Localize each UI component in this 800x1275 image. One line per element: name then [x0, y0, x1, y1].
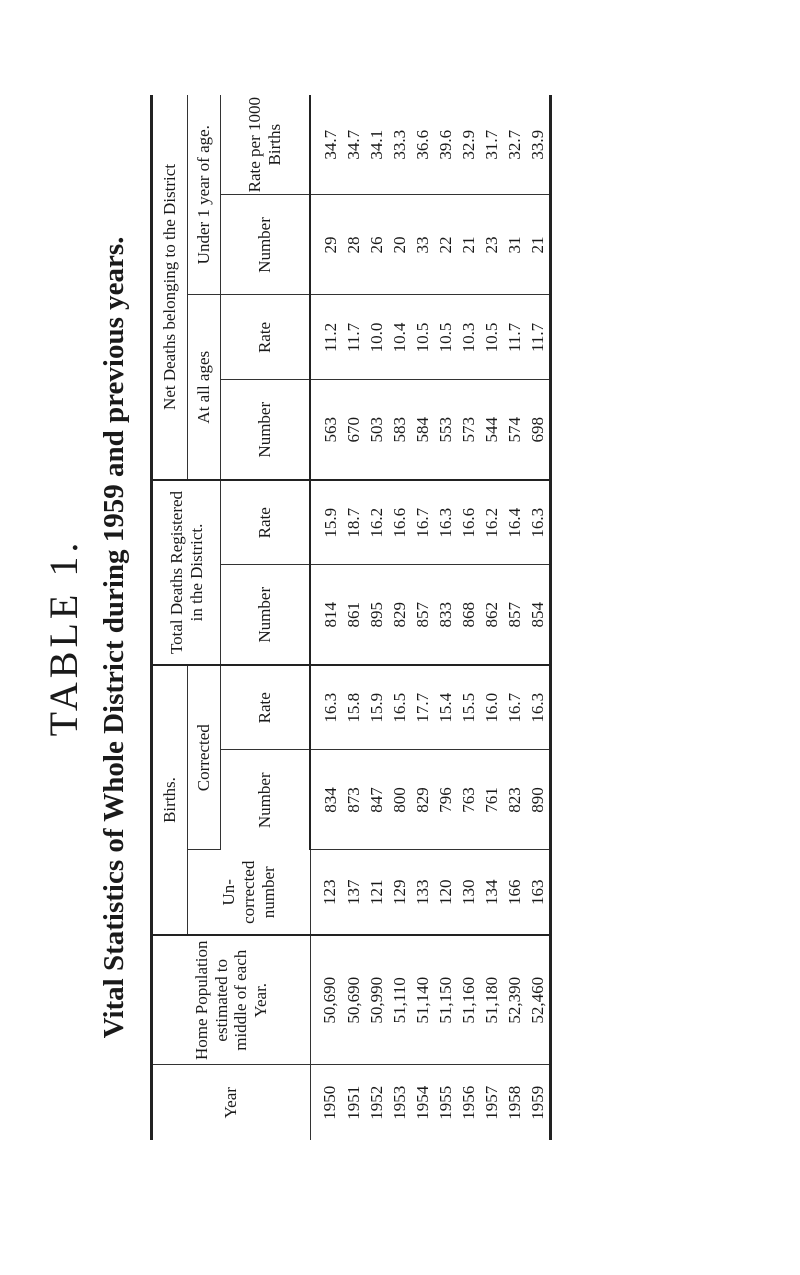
cell-total-deaths-rate: 16.4: [503, 480, 526, 565]
table-row: [434, 95, 457, 1140]
header-corrected: Corrected: [188, 665, 221, 850]
cell-infant-death-rate: 33.3: [388, 95, 411, 195]
cell-births-number: 796: [434, 750, 457, 850]
cell-infant-death-rate: 34.7: [342, 95, 365, 195]
cell-total-deaths-rate: 16.3: [526, 480, 551, 565]
cell-total-deaths-rate: 16.6: [457, 480, 480, 565]
cell-births-number: 890: [526, 750, 551, 850]
cell-net-deaths-rate: 10.3: [457, 295, 480, 380]
table-row: [480, 95, 503, 1140]
header-under-1-year: Under 1 year of age.: [188, 95, 221, 295]
table-body: [310, 95, 551, 1140]
cell-total-deaths-rate: 16.2: [365, 480, 388, 565]
cell-total-deaths-rate: 18.7: [342, 480, 365, 565]
cell-population: 52,390: [503, 935, 526, 1065]
cell-total-deaths-rate: 16.3: [434, 480, 457, 565]
cell-infant-deaths-number: 20: [388, 195, 411, 295]
cell-infant-deaths-number: 23: [480, 195, 503, 295]
header-total-deaths-number: Number: [221, 565, 311, 665]
cell-year: 1955: [435, 1085, 455, 1120]
cell-population: 50,690: [342, 935, 365, 1065]
cell-net-deaths-rate: 10.5: [434, 295, 457, 380]
cell-net-deaths-rate: 11.7: [526, 295, 551, 380]
cell-births-rate: 15.4: [434, 665, 457, 750]
table-row: [457, 95, 480, 1140]
table-row: [365, 95, 388, 1140]
cell-infant-death-rate: 39.6: [434, 95, 457, 195]
cell-total-deaths-rate: 15.9: [310, 480, 342, 565]
cell-year: 1950: [320, 1085, 340, 1120]
cell-year: 1953: [389, 1085, 409, 1120]
table-title: TABLE 1.: [41, 538, 86, 737]
header-net-all-ages-number: Number: [221, 380, 311, 480]
header-net-all-ages-rate: Rate: [221, 295, 311, 380]
cell-births-number: 761: [480, 750, 503, 850]
cell-total-deaths-number: 829: [388, 565, 411, 665]
cell-uncorrected: 163: [526, 850, 551, 935]
cell-net-deaths-number: 563: [310, 380, 342, 480]
cell-population: 50,990: [365, 935, 388, 1065]
cell-births-number: 763: [457, 750, 480, 850]
cell-net-deaths-rate: 11.7: [503, 295, 526, 380]
cell-net-deaths-number: 698: [526, 380, 551, 480]
cell-infant-death-rate: 34.7: [310, 95, 342, 195]
header-births-corrected-rate: Rate: [221, 665, 311, 750]
cell-births-rate: 16.0: [480, 665, 503, 750]
cell-births-rate: 15.5: [457, 665, 480, 750]
cell-population: 50,690: [310, 935, 342, 1065]
cell-net-deaths-number: 544: [480, 380, 503, 480]
cell-net-deaths-number: 670: [342, 380, 365, 480]
table-row: [526, 95, 551, 1140]
cell-net-deaths-number: 553: [434, 380, 457, 480]
cell-net-deaths-rate: 10.0: [365, 295, 388, 380]
cell-infant-death-rate: 33.9: [526, 95, 551, 195]
header-births: Births.: [152, 665, 188, 935]
cell-year: 1954: [412, 1085, 432, 1120]
cell-total-deaths-number: 814: [310, 565, 342, 665]
cell-infant-deaths-number: 29: [310, 195, 342, 295]
cell-births-number: 800: [388, 750, 411, 850]
cell-births-rate: 16.7: [503, 665, 526, 750]
cell-year: 1958: [504, 1085, 524, 1120]
cell-population: 51,140: [411, 935, 434, 1065]
cell-total-deaths-number: 862: [480, 565, 503, 665]
cell-uncorrected: 134: [480, 850, 503, 935]
cell-infant-deaths-number: 28: [342, 195, 365, 295]
cell-population: 52,460: [526, 935, 551, 1065]
header-total-deaths: Total Deaths Registered in the District.: [152, 480, 221, 665]
cell-infant-deaths-number: 26: [365, 195, 388, 295]
table-row: [310, 95, 342, 1140]
header-year: Year: [152, 1065, 311, 1140]
cell-year: 1957: [481, 1085, 501, 1120]
cell-infant-deaths-number: 31: [503, 195, 526, 295]
cell-net-deaths-rate: 10.4: [388, 295, 411, 380]
cell-uncorrected: 120: [434, 850, 457, 935]
cell-total-deaths-number: 895: [365, 565, 388, 665]
cell-infant-death-rate: 36.6: [411, 95, 434, 195]
cell-uncorrected: 123: [310, 850, 342, 935]
header-infant-number: Number: [221, 195, 311, 295]
cell-infant-death-rate: 34.1: [365, 95, 388, 195]
table-row: [342, 95, 365, 1140]
cell-population: 51,110: [388, 935, 411, 1065]
cell-births-number: 834: [310, 750, 342, 850]
header-home-population: Home Population estimated to middle of each Year.: [152, 935, 311, 1065]
cell-uncorrected: 137: [342, 850, 365, 935]
cell-uncorrected: 129: [388, 850, 411, 935]
cell-total-deaths-number: 857: [411, 565, 434, 665]
cell-total-deaths-number: 857: [503, 565, 526, 665]
table-row: [388, 95, 411, 1140]
table-row: [503, 95, 526, 1140]
cell-net-deaths-number: 573: [457, 380, 480, 480]
cell-births-rate: 15.9: [365, 665, 388, 750]
cell-total-deaths-rate: 16.6: [388, 480, 411, 565]
cell-births-number: 829: [411, 750, 434, 850]
cell-net-deaths-number: 584: [411, 380, 434, 480]
header-total-deaths-rate: Rate: [221, 480, 311, 565]
table-subtitle: Vital Statistics of Whole District during 1959 and previous years.: [98, 236, 130, 1039]
vital-statistics-table: [150, 95, 552, 1140]
cell-births-rate: 17.7: [411, 665, 434, 750]
cell-total-deaths-number: 854: [526, 565, 551, 665]
table-row: [411, 95, 434, 1140]
cell-year: 1956: [458, 1085, 478, 1120]
cell-births-rate: 16.3: [526, 665, 551, 750]
cell-total-deaths-rate: 16.7: [411, 480, 434, 565]
cell-infant-deaths-number: 22: [434, 195, 457, 295]
cell-net-deaths-rate: 10.5: [480, 295, 503, 380]
cell-uncorrected: 130: [457, 850, 480, 935]
cell-infant-deaths-number: 21: [457, 195, 480, 295]
cell-births-rate: 16.5: [388, 665, 411, 750]
cell-infant-death-rate: 31.7: [480, 95, 503, 195]
cell-net-deaths-number: 574: [503, 380, 526, 480]
cell-births-rate: 15.8: [342, 665, 365, 750]
cell-net-deaths-number: 583: [388, 380, 411, 480]
cell-uncorrected: 166: [503, 850, 526, 935]
cell-total-deaths-rate: 16.2: [480, 480, 503, 565]
cell-net-deaths-number: 503: [365, 380, 388, 480]
cell-infant-deaths-number: 21: [526, 195, 551, 295]
cell-total-deaths-number: 861: [342, 565, 365, 665]
cell-uncorrected: 133: [411, 850, 434, 935]
header-births-corrected-number: Number: [221, 750, 311, 850]
cell-infant-deaths-number: 33: [411, 195, 434, 295]
cell-births-number: 847: [365, 750, 388, 850]
header-infant-rate-per-1000-births: Rate per 1000 Births: [221, 95, 311, 195]
cell-population: 51,150: [434, 935, 457, 1065]
cell-year: 1959: [526, 1065, 551, 1140]
cell-population: 51,160: [457, 935, 480, 1065]
cell-total-deaths-number: 833: [434, 565, 457, 665]
cell-net-deaths-rate: 11.7: [342, 295, 365, 380]
cell-year: 1951: [343, 1085, 363, 1120]
cell-total-deaths-number: 868: [457, 565, 480, 665]
cell-infant-death-rate: 32.7: [503, 95, 526, 195]
header-uncorrected-number: Un-corrected number: [188, 850, 311, 935]
cell-population: 51,180: [480, 935, 503, 1065]
cell-births-rate: 16.3: [310, 665, 342, 750]
cell-births-number: 823: [503, 750, 526, 850]
cell-net-deaths-rate: 11.2: [310, 295, 342, 380]
header-at-all-ages: At all ages: [188, 295, 221, 480]
cell-uncorrected: 121: [365, 850, 388, 935]
vital-statistics-table-wrapper: [150, 95, 552, 1140]
header-net-deaths: Net Deaths belonging to the District: [152, 95, 188, 480]
cell-net-deaths-rate: 10.5: [411, 295, 434, 380]
cell-year: 1952: [366, 1085, 386, 1120]
cell-infant-death-rate: 32.9: [457, 95, 480, 195]
cell-births-number: 873: [342, 750, 365, 850]
